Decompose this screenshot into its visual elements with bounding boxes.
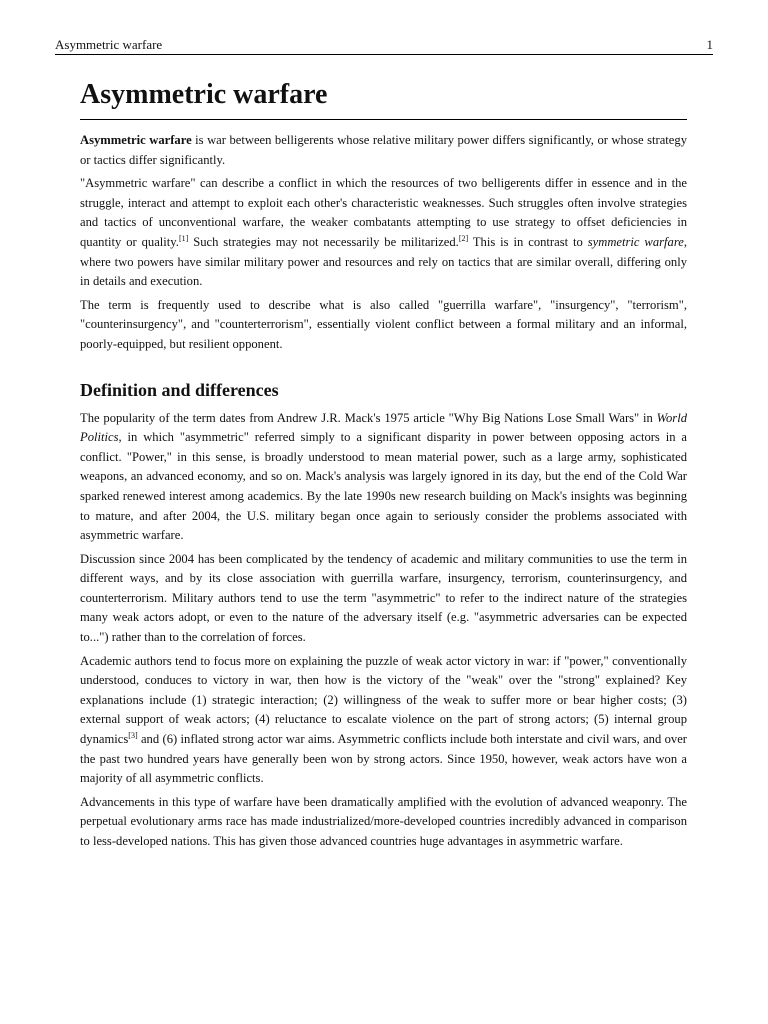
section-p1-text-1: The popularity of the term dates from Andrew J.R. Mack's 1975 article "Why Big Nations Lose Small Wars" in [80, 410, 657, 425]
running-header [55, 38, 713, 55]
italic-term-symmetric-warfare: symmetric warfare [587, 234, 684, 249]
section-p3-text-2: and (6) inflated strong actor war aims. Asymmetric conflicts include both interstate and civil wars, and over the past two hundred years have generally been won by strong actors. Since 1950, however, weak actors have won a majority of all asymmetric conflicts. [80, 732, 687, 786]
running-title: Asymmetric warfare [55, 37, 163, 52]
intro-paragraph-3: The term is frequently used to describe what is also called "guerrilla warfare", "insurgency", "terrorism", "counterinsurgency", and "counterterrorism", essentially violent conflict between a formal military and an informal, poorly-equipped, but resilient opponent. [80, 297, 687, 351]
intro-p2-text-4: , where two powers have similar military power and resources and rely on tactics that are similar overall, differing only in details and execution. [80, 234, 688, 289]
intro-paragraph-1 [80, 131, 687, 170]
italic-journal-title: World Politics [80, 410, 687, 445]
section-paragraph-4: Advancements in this type of warfare have been dramatically amplified with the evolution of advanced weaponry. The perpetual evolutionary arms race has made industrialized/more-developed countries incredibly advanced in comparison to less-developed nations. This has given those advanced countries huge advantages in asymmetric warfare. [80, 794, 687, 848]
citation-link-2[interactable]: [2] [458, 233, 469, 243]
section-paragraph-3 [80, 652, 687, 789]
page-number: 1 [706, 37, 713, 52]
section-p3-text-1: Academic authors tend to focus more on explaining the puzzle of weak actor victory in war: if "power," conventionally understood, conduces to victory in war, then how is the victory of the "weak" over the "strong" explained? Key explanations include (1) strategic interaction; (2) willingness of the weak to suffer more or bear higher costs; (3) external support of weak actors; (4) reluctance to escalate violence on the part of strong actors; (5) internal group dynamics [80, 653, 687, 747]
intro-p2-text-1: "Asymmetric warfare" can describe a conflict in which the resources of two belligerents differ in essence and in the struggle, interact and attempt to exploit each other's characteristic weaknesses. Such struggles often involve strategies and tactics of unconventional warfare, the weaker combatants attempting to use strategy to offset deficiencies in quantity or quality. [80, 176, 687, 249]
section-paragraph-2: Discussion since 2004 has been complicated by the tendency of academic and military communities to use the term in different ways, and by its close association with guerrilla warfare, insurgency, terrorism, counterinsurgency, and counterterrorism. Military authors tend to use the term "asymmetric" to refer to the indirect nature of the strategies many weak actors adopt, or even to the nature of the adversary itself (e.g. "asymmetric adversaries can be expected to...") rather than to the correlation of forces. [80, 551, 687, 645]
article-body [80, 78, 687, 852]
section-heading: Definition and differences [80, 379, 279, 400]
section-p1-text-2: , in which "asymmetric" referred simply to a significant disparity in power between opposing actors in a conflict. "Power," in this sense, is broadly understood to mean material power, such as a large army, sophisticated weapons, an advanced economy, and so on. Mack's analysis was largely ignored in its day, but the end of the Cold War sparked renewed interest among academics. By the late 1990s new research building on Mack's insights was beginning to mature, and after 2004, the U.S. military began once again to seriously consider the problems associated with asymmetric warfare. [80, 430, 687, 543]
intro-p1-text: is war between belligerents whose relative military power differs significantly, or whose strategy or tactics differ significantly. [80, 133, 687, 167]
intro-p2-text-3: This is in contrast to [468, 234, 588, 249]
intro-p2-text-2: Such strategies may not necessarily be militarized. [188, 234, 459, 249]
citation-link-1[interactable]: [1] [178, 233, 189, 243]
intro-paragraph-2 [80, 174, 687, 292]
bold-term: Asymmetric warfare [80, 133, 192, 147]
page-title: Asymmetric warfare [80, 78, 687, 120]
citation-link-3[interactable]: [3] [128, 731, 138, 741]
section-paragraph-1 [80, 409, 687, 546]
